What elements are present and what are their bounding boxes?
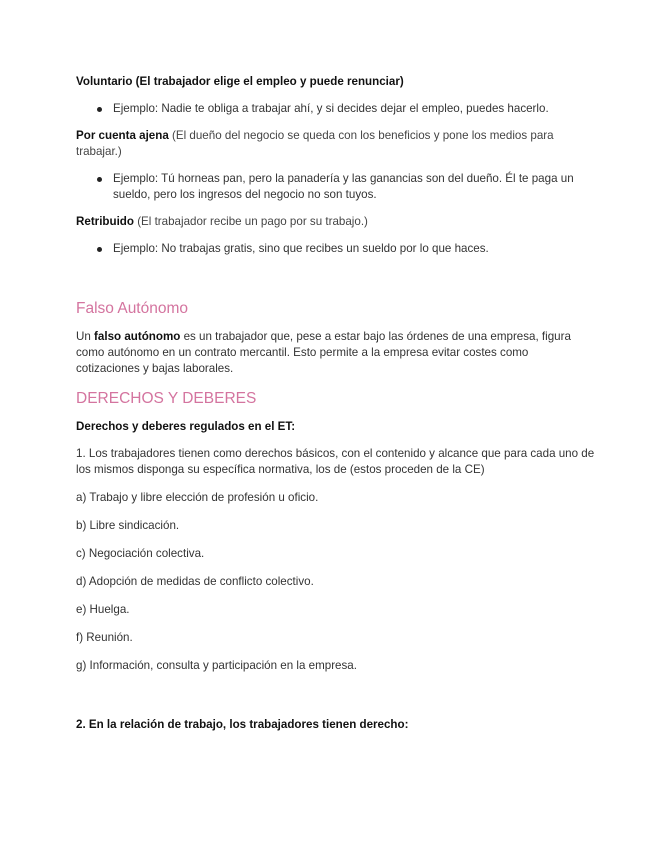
derecho-item-f: f) Reunión. [76, 631, 133, 644]
bullet-icon [97, 107, 102, 112]
derecho-item-a: a) Trabajo y libre elección de profesión u oficio. [76, 491, 319, 504]
voluntario-list [76, 101, 595, 117]
retribuido-example: Ejemplo: No trabajas gratis, sino que recibes un sueldo por lo que haces. [113, 242, 489, 255]
falso-autonomo-heading: Falso Autónomo [76, 300, 189, 317]
derechos-intro: 1. Los trabajadores tienen como derechos básicos, con el contenido y alcance que para cada uno de los mismos disponga su específica normativa, los de (estos proceden de la CE) [76, 447, 595, 476]
voluntario-example: Ejemplo: Nadie te obliga a trabajar ahí, y si decides dejar el empleo, puedes hacerlo. [113, 102, 549, 115]
derecho-item-d: d) Adopción de medidas de conflicto colectivo. [76, 575, 314, 588]
ajena-title-rest: (El dueño del negocio se queda con los beneficios y pone los medios para trabajar.) [76, 129, 554, 158]
derecho-item-g: g) Información, consulta y participación en la empresa. [76, 659, 357, 672]
list-item [76, 171, 595, 203]
ajena-title-bold: Por cuenta ajena [76, 129, 169, 142]
derechos-heading: DERECHOS Y DEBERES [76, 390, 257, 407]
bullet-icon [97, 177, 102, 182]
retribuido-list [76, 241, 595, 257]
derechos-subtitle: Derechos y deberes regulados en el ET: [76, 420, 296, 433]
voluntario-title: Voluntario (El trabajador elige el empleo y puede renunciar) [76, 75, 404, 88]
retribuido-title-rest: (El trabajador recibe un pago por su trabajo.) [133, 215, 368, 228]
retribuido-title [76, 214, 595, 230]
falso-text-pre: Un [76, 330, 95, 343]
falso-text-bold: falso autónomo [94, 330, 181, 343]
derecho-item-c: c) Negociación colectiva. [76, 547, 205, 560]
derecho-item-e: e) Huelga. [76, 603, 130, 616]
retribuido-title-bold: Retribuido [76, 215, 134, 228]
ajena-list [76, 171, 595, 203]
list-item [76, 241, 595, 257]
spacer [76, 686, 595, 717]
derechos-section-2: 2. En la relación de trabajo, los trabajadores tienen derecho: [76, 718, 409, 731]
bullet-icon [97, 247, 102, 252]
list-item [76, 101, 595, 117]
derecho-item-b: b) Libre sindicación. [76, 519, 180, 532]
falso-text-post: es un trabajador que, pese a estar bajo las órdenes de una empresa, figura como autónomo en un contrato mercantil. Esto permite a la empresa evitar costes como cotizaciones y bajas laborales. [76, 330, 571, 375]
falso-autonomo-text [76, 329, 595, 377]
ajena-example: Ejemplo: Tú horneas pan, pero la panadería y las ganancias son del dueño. Él te paga un sueldo, pero los ingresos del negocio no son tuyos. [113, 172, 574, 201]
ajena-title [76, 128, 595, 160]
spacer [76, 268, 595, 299]
